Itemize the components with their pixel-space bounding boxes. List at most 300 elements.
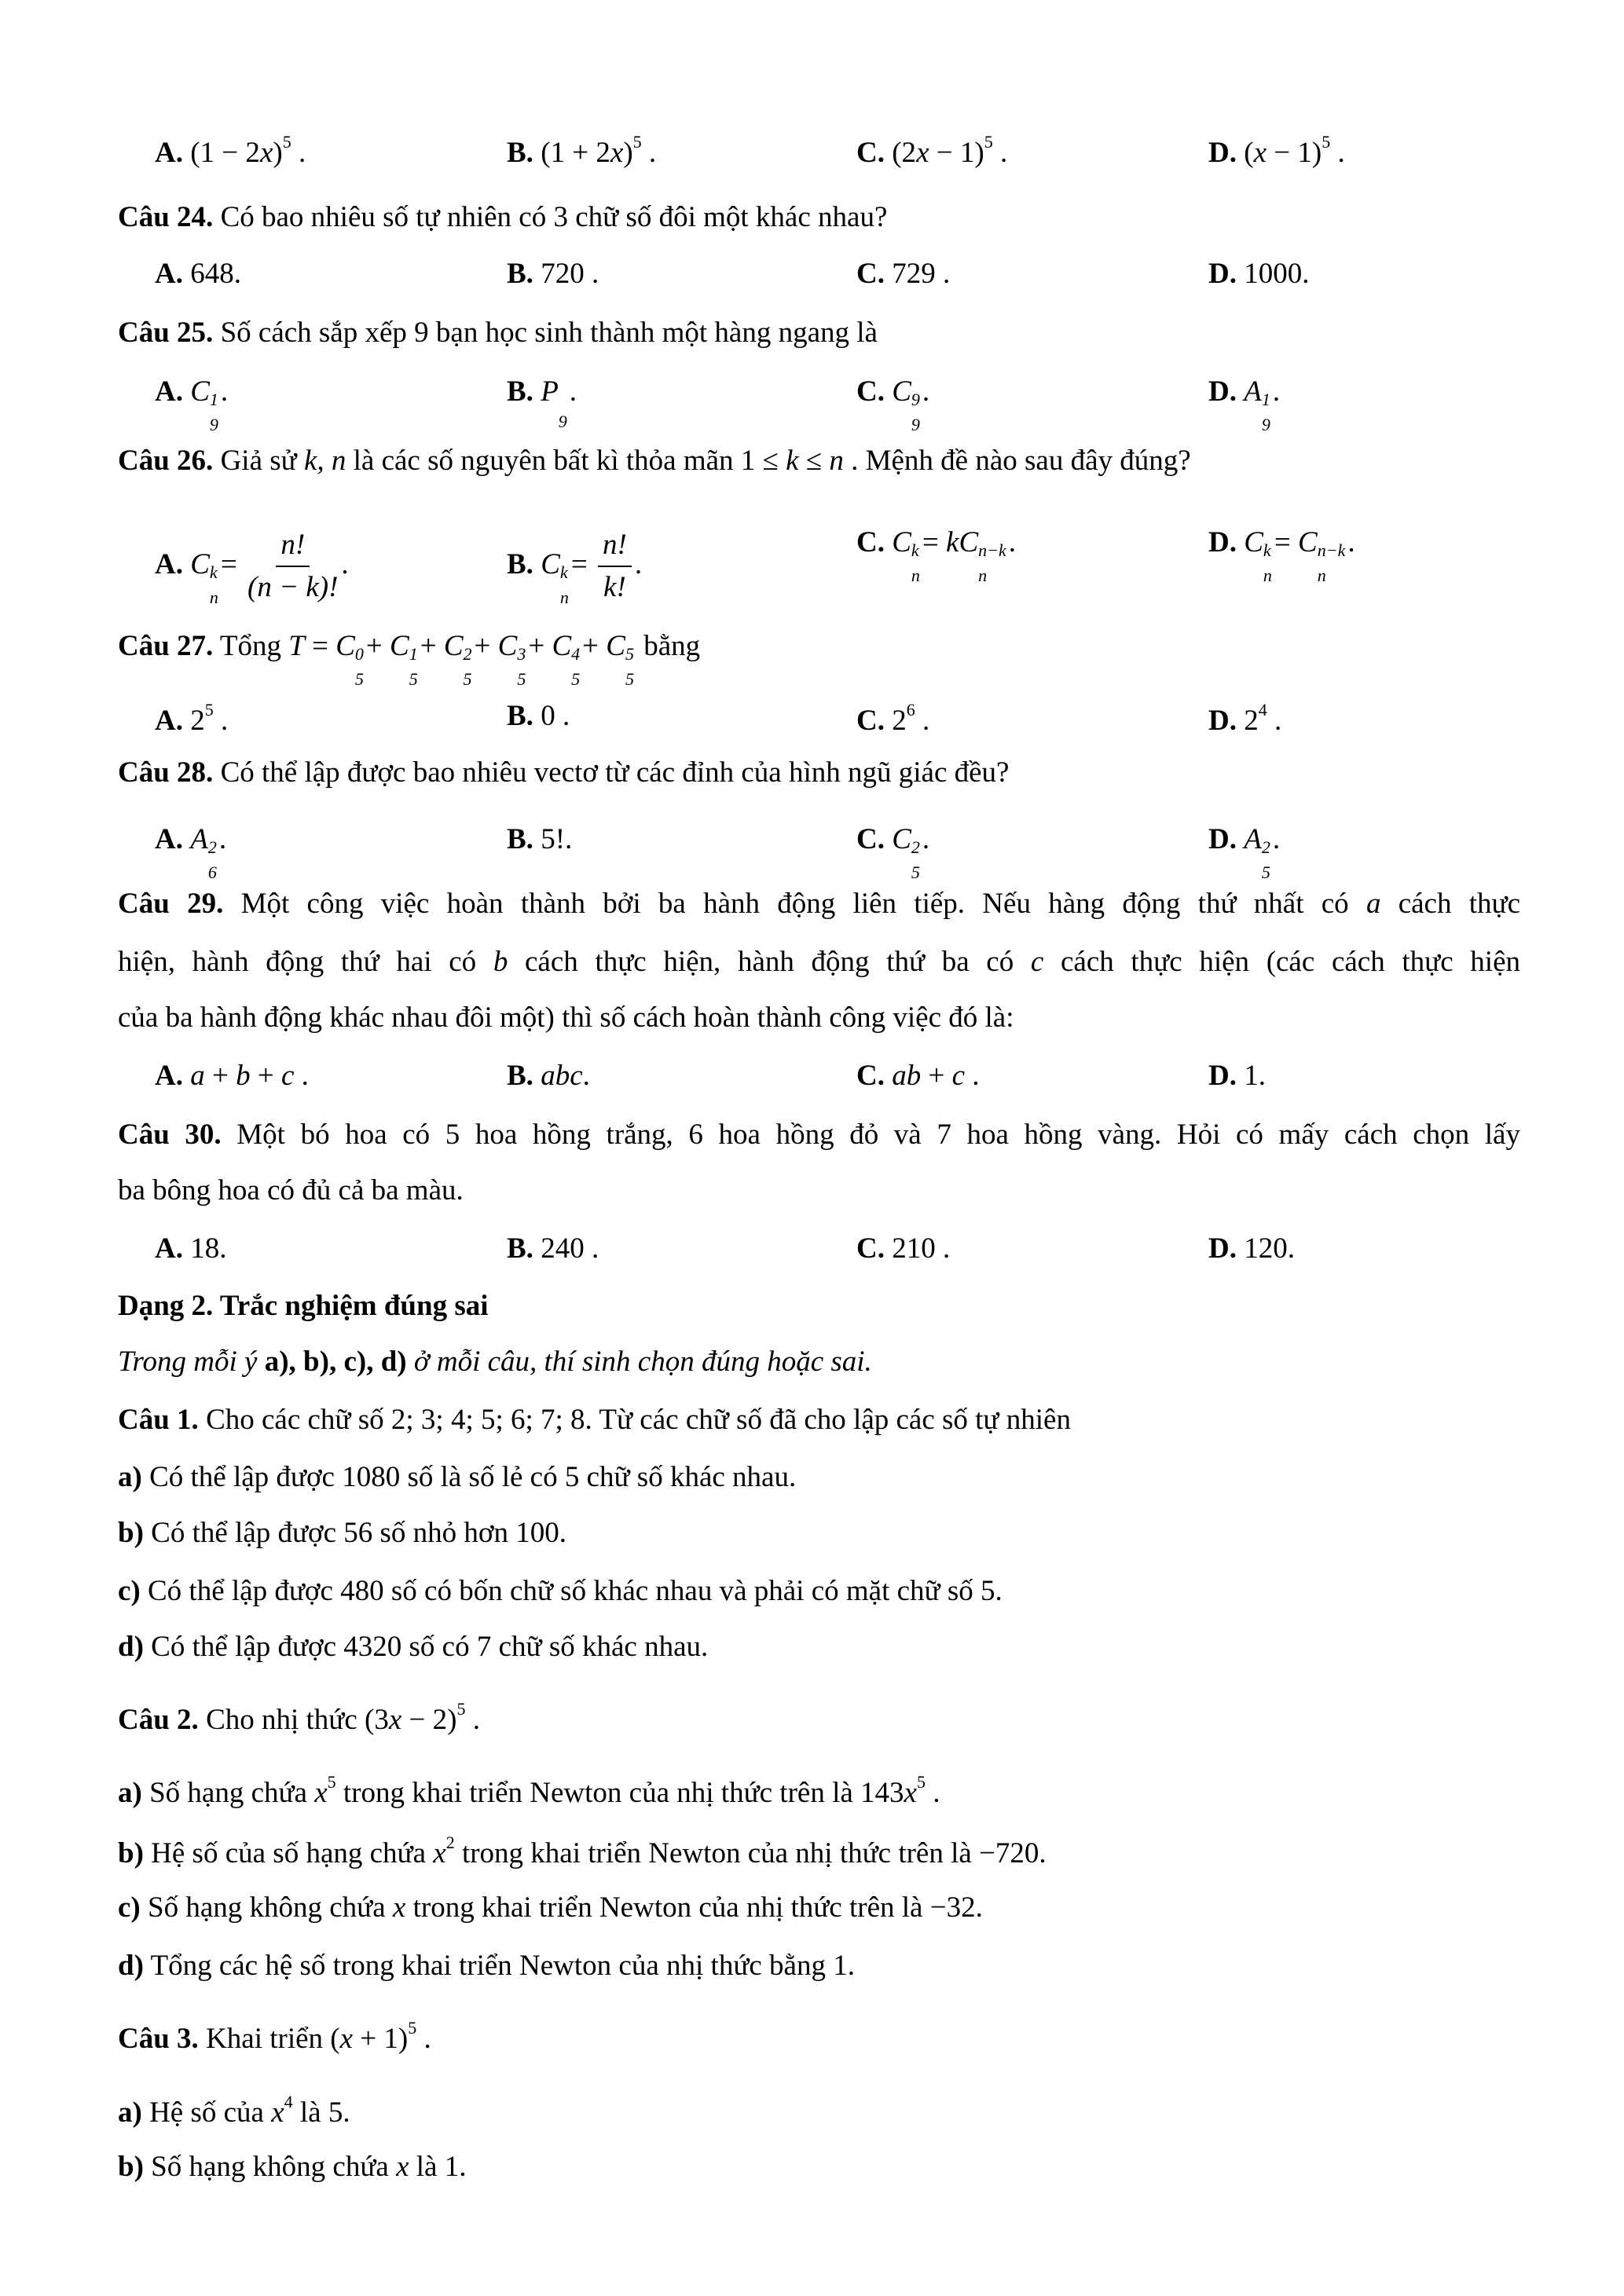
answer-option-D xyxy=(1208,259,1309,288)
sup-sub-index xyxy=(911,390,920,434)
text: . xyxy=(1272,375,1281,408)
text: Số hạng không chứa xyxy=(140,1891,393,1924)
math-italic: b xyxy=(236,1060,251,1092)
text: . xyxy=(465,1704,480,1736)
math-italic: C xyxy=(1244,526,1263,558)
answer-option-B xyxy=(507,528,642,606)
bold-text: B. xyxy=(507,1060,533,1092)
subscript: n xyxy=(978,566,988,585)
text-line xyxy=(118,203,887,232)
bold-text: C. xyxy=(856,258,885,290)
text: . xyxy=(634,547,643,580)
bold-text: a) xyxy=(118,1461,142,1493)
math-italic: C xyxy=(892,823,911,855)
bold-text: a) xyxy=(118,1777,142,1809)
sup-sub-index xyxy=(1263,540,1272,585)
subscript: 6 xyxy=(207,862,217,882)
text-line xyxy=(118,1518,566,1547)
answer-option-D xyxy=(1208,1061,1266,1090)
superscript: 5 xyxy=(984,132,993,152)
math-italic: A xyxy=(1244,823,1262,855)
math-italic: k xyxy=(786,445,799,477)
bold-text: C. xyxy=(856,1232,885,1265)
superscript: 3 xyxy=(517,644,526,664)
text: ( xyxy=(1236,137,1254,169)
text: Có thể lập được 480 số có bốn chữ số khác nhau và phải có mặt chữ số 5. xyxy=(140,1575,1003,1607)
text-line xyxy=(118,630,701,689)
bold-text: A. xyxy=(155,375,183,408)
superscript: 2 xyxy=(445,1833,455,1852)
text: . xyxy=(965,1060,980,1092)
answer-option-B xyxy=(507,375,577,431)
math-italic: n xyxy=(829,445,844,477)
text xyxy=(183,1060,190,1092)
text-line xyxy=(118,1701,480,1734)
text: + xyxy=(420,630,444,662)
sup-sub-index xyxy=(625,644,634,689)
text: = xyxy=(922,526,947,558)
bold-text: D. xyxy=(1208,526,1237,558)
text: Khai triển ( xyxy=(198,2023,340,2055)
subscript: 5 xyxy=(911,862,920,882)
math-italic: x xyxy=(916,137,929,169)
text-line xyxy=(118,1951,855,1980)
text xyxy=(183,375,190,408)
bold-text: b) xyxy=(118,1837,144,1869)
math-italic: C xyxy=(190,547,210,580)
superscript: 5 xyxy=(1322,132,1331,152)
answer-option-A xyxy=(155,375,229,434)
bold-text: D. xyxy=(1208,1060,1237,1092)
numerator: n! xyxy=(276,528,310,567)
text: . xyxy=(294,1060,309,1092)
answer-option-A xyxy=(155,528,349,606)
text: Tổng các hệ số trong khai triển Newton của nhị thức bằng 1. xyxy=(143,1950,855,1982)
superscript: 5 xyxy=(282,132,291,152)
superscript: 1 xyxy=(1261,390,1270,409)
text: + xyxy=(250,1060,281,1092)
subscript: 9 xyxy=(558,412,567,431)
superscript: 6 xyxy=(906,700,915,720)
math-italic: C xyxy=(552,630,572,662)
text: là 5. xyxy=(292,2096,350,2129)
text: . xyxy=(569,375,577,408)
denominator: (n − k)! xyxy=(247,571,339,604)
numerator: n! xyxy=(598,528,632,567)
answer-option-C xyxy=(856,375,930,434)
subscript: n xyxy=(209,587,218,607)
bold-text: Dạng 2. Trắc nghiệm đúng sai xyxy=(118,1290,489,1322)
math-italic: ab xyxy=(892,1060,922,1092)
superscript: 5 xyxy=(456,1699,466,1719)
math-italic: k, n xyxy=(303,445,346,477)
bold-text: B. xyxy=(507,258,533,290)
text: 18. xyxy=(182,1232,227,1265)
text: bằng xyxy=(636,630,701,662)
math-italic: x xyxy=(396,2151,409,2183)
sup-sub-index xyxy=(207,837,217,882)
math-italic: x xyxy=(339,2023,354,2055)
sup-sub-index xyxy=(911,837,920,882)
text: 2 xyxy=(182,705,205,737)
text: = xyxy=(570,547,595,580)
text: Cho nhị thức (3 xyxy=(198,1704,389,1736)
text-line xyxy=(118,889,1520,918)
answer-option-C xyxy=(856,1234,950,1263)
text: Hệ số của số hạng chứa xyxy=(143,1837,434,1869)
text-line xyxy=(118,1347,872,1376)
math-italic: c xyxy=(280,1060,295,1092)
math-italic: C xyxy=(541,547,560,580)
math-italic: A xyxy=(190,823,208,855)
text xyxy=(533,548,541,580)
math-italic: C xyxy=(335,630,355,662)
answer-option-A xyxy=(155,259,241,288)
math-italic: x xyxy=(433,1837,446,1869)
math-italic: x xyxy=(259,137,273,169)
math-italic: P xyxy=(541,375,559,408)
text: . xyxy=(925,1777,940,1809)
subscript: n xyxy=(1317,566,1326,585)
subscript: n xyxy=(559,587,569,607)
sup-sub-index xyxy=(209,390,218,434)
italic-text: Trong mỗi ý xyxy=(118,1346,265,1378)
bold-text: A. xyxy=(155,705,183,737)
sup-sub-index xyxy=(1317,540,1346,585)
text: . xyxy=(1272,823,1281,855)
text xyxy=(183,823,190,855)
bold-text: C. xyxy=(856,1060,885,1092)
bold-text: D. xyxy=(1208,705,1237,737)
bold-text: C. xyxy=(856,137,885,169)
text: cách thực xyxy=(1380,888,1520,920)
text-line xyxy=(118,758,1009,787)
superscript: k xyxy=(1263,540,1271,560)
text: là các số nguyên bất kì thỏa mãn 1 ≤ xyxy=(346,445,786,477)
sup-sub-index xyxy=(558,410,567,431)
text: (2 xyxy=(884,137,917,169)
text: 729 . xyxy=(884,258,951,290)
answer-option-D xyxy=(1208,134,1345,167)
answer-option-A xyxy=(155,1234,226,1263)
text: hiện, hành động thứ hai có xyxy=(118,946,493,978)
superscript: n−k xyxy=(1317,540,1346,560)
text: 120. xyxy=(1236,1232,1295,1265)
text: . xyxy=(341,547,349,580)
bold-text: B. xyxy=(507,137,533,169)
superscript: k xyxy=(209,562,218,582)
bold-text: Câu 1. xyxy=(118,1404,199,1436)
text xyxy=(1237,526,1244,558)
bold-text: c) xyxy=(118,1575,141,1607)
answer-option-B xyxy=(507,1061,590,1090)
bold-text: B. xyxy=(507,1232,533,1265)
superscript: 4 xyxy=(571,644,581,664)
answer-option-B xyxy=(507,701,570,731)
math-italic: C xyxy=(892,375,911,408)
answer-option-C xyxy=(856,701,929,735)
math-italic: C xyxy=(497,630,518,662)
superscript: 5 xyxy=(625,644,634,664)
text: + xyxy=(365,630,390,662)
superscript: 5 xyxy=(204,700,214,720)
answer-option-D xyxy=(1208,701,1281,735)
text: Có thể lập được bao nhiêu vectơ từ các đỉnh của hình ngũ giác đều? xyxy=(213,756,1010,789)
bold-text: A. xyxy=(155,823,183,855)
text: . xyxy=(416,2023,431,2055)
text: . xyxy=(922,823,930,855)
bold-text: A. xyxy=(155,137,183,169)
bold-text: Câu 30. xyxy=(118,1119,222,1151)
text: (1 + 2 xyxy=(533,137,610,169)
math-italic: x xyxy=(314,1777,328,1809)
bold-text: C. xyxy=(856,375,885,408)
math-italic: x xyxy=(610,137,624,169)
text: là 1. xyxy=(409,2151,467,2183)
bold-text: A. xyxy=(155,1232,183,1265)
text: trong khai triển Newton của nhị thức trên là 143 xyxy=(335,1777,904,1809)
math-italic: x xyxy=(904,1777,917,1809)
bold-text: Câu 2. xyxy=(118,1704,199,1736)
text xyxy=(885,1060,892,1092)
superscript: 5 xyxy=(916,1772,926,1792)
sup-sub-index xyxy=(571,644,581,689)
superscript: 2 xyxy=(1261,837,1270,857)
bold-text: D. xyxy=(1208,258,1237,290)
math-italic: a xyxy=(1366,888,1381,920)
math-italic: x xyxy=(392,1891,406,1924)
subscript: n xyxy=(1263,566,1272,585)
bold-text: D. xyxy=(1208,137,1237,169)
text: + 1) xyxy=(353,2023,409,2055)
bold-text: D. xyxy=(1208,375,1237,408)
text: . xyxy=(915,705,930,737)
answer-option-D xyxy=(1208,375,1281,434)
text: 210 . xyxy=(884,1232,951,1265)
text: trong khai triển Newton của nhị thức trên là −720. xyxy=(454,1837,1047,1869)
sup-sub-index xyxy=(463,644,472,689)
math-italic: c xyxy=(1030,946,1044,978)
bold-text: D. xyxy=(1208,823,1237,855)
bold-text: Câu 24. xyxy=(118,201,214,233)
text-line xyxy=(118,1834,1047,1868)
text-line xyxy=(118,2093,350,2127)
bold-text: B. xyxy=(507,700,533,732)
bold-text: C. xyxy=(856,705,885,737)
text: + xyxy=(474,630,498,662)
text: . xyxy=(1008,526,1017,558)
text-line xyxy=(118,1003,1014,1032)
math-italic: C xyxy=(443,630,464,662)
text: Số hạng không chứa xyxy=(143,2151,397,2183)
math-italic: C xyxy=(190,375,210,408)
bold-text: B. xyxy=(507,823,533,855)
answer-option-C xyxy=(856,259,950,288)
text: − 2) xyxy=(401,1704,457,1736)
text-line xyxy=(118,1576,1003,1606)
text xyxy=(885,375,892,408)
text: Hệ số của xyxy=(141,2096,272,2129)
answer-option-B xyxy=(507,259,599,288)
subscript: 9 xyxy=(1261,415,1270,434)
text: . xyxy=(922,375,930,408)
text: cách thực hiện (các cách thực hiện xyxy=(1043,946,1520,978)
text-line xyxy=(118,1463,796,1492)
text-line xyxy=(118,1893,983,1922)
bold-text: d) xyxy=(118,1631,144,1663)
bold-text: Câu 3. xyxy=(118,2023,199,2055)
superscript: 5 xyxy=(632,132,642,152)
text: . xyxy=(1267,705,1282,737)
superscript: k xyxy=(911,540,919,560)
text: = xyxy=(1274,526,1299,558)
text: . xyxy=(992,137,1008,169)
text: (1 − 2 xyxy=(182,137,260,169)
text: . xyxy=(582,1060,590,1092)
fraction xyxy=(247,528,338,606)
superscript: 2 xyxy=(463,644,472,664)
subscript: 5 xyxy=(354,669,364,689)
text: 240 . xyxy=(533,1232,599,1265)
superscript: 2 xyxy=(911,837,920,857)
math-italic: kC xyxy=(946,526,979,558)
text-line xyxy=(118,947,1520,976)
bold-text: A. xyxy=(155,1060,183,1092)
bold-text: Câu 25. xyxy=(118,317,214,349)
math-italic: C xyxy=(1298,526,1318,558)
italic-text: ở mỗi câu, thí sinh chọn đúng hoặc sai. xyxy=(406,1346,872,1378)
bold-text: Câu 28. xyxy=(118,756,214,789)
text: ≤ xyxy=(798,445,830,477)
answer-option-C xyxy=(856,1061,980,1090)
math-italic: a xyxy=(190,1060,205,1092)
text: + xyxy=(528,630,552,662)
text: = xyxy=(220,547,245,580)
text: + xyxy=(582,630,607,662)
text-line xyxy=(118,2152,466,2181)
superscript: 1 xyxy=(409,644,418,664)
math-italic: c xyxy=(951,1060,966,1092)
superscript: 9 xyxy=(911,390,920,409)
math-italic: x xyxy=(271,2096,284,2129)
text: . xyxy=(641,137,657,169)
text: 2 xyxy=(1236,705,1259,737)
sup-sub-index xyxy=(209,562,218,607)
text-line xyxy=(118,1291,489,1320)
denominator: k! xyxy=(603,571,626,604)
text: Có thể lập được 4320 số có 7 chữ số khác nhau. xyxy=(143,1631,709,1663)
subscript: n xyxy=(911,566,920,585)
sup-sub-index xyxy=(354,644,364,689)
text xyxy=(885,823,892,855)
text: . xyxy=(220,375,229,408)
text: . xyxy=(1330,137,1345,169)
text: của ba hành động khác nhau đôi một) thì số cách hoàn thành công việc đó là: xyxy=(118,1002,1014,1034)
bold-text: a) xyxy=(118,2096,142,2129)
text: Có thể lập được 56 số nhỏ hơn 100. xyxy=(143,1517,566,1549)
answer-option-B xyxy=(507,825,572,854)
text-line xyxy=(118,2020,431,2053)
subscript: 9 xyxy=(911,415,920,434)
text: 648. xyxy=(182,258,241,290)
text: Giả sử xyxy=(213,445,304,477)
bold-text: B. xyxy=(507,547,533,580)
text: cách thực hiện, hành động thứ ba có xyxy=(508,946,1031,978)
sup-sub-index xyxy=(559,562,569,607)
text: Cho các chữ số 2; 3; 4; 5; 6; 7; 8. Từ các chữ số đã cho lập các số tự nhiên xyxy=(198,1404,1071,1436)
sup-sub-index xyxy=(1261,837,1270,882)
sup-sub-index xyxy=(978,540,1006,585)
text xyxy=(1237,375,1244,408)
text: 0 . xyxy=(533,700,570,732)
bold-text: C. xyxy=(856,526,885,558)
subscript: 5 xyxy=(571,669,581,689)
answer-option-C xyxy=(856,823,930,882)
text: Có thể lập được 1080 số là số lẻ có 5 chữ số khác nhau. xyxy=(141,1461,797,1493)
sup-sub-index xyxy=(1261,390,1270,434)
sup-sub-index xyxy=(911,540,920,585)
bold-text: b) xyxy=(118,2151,144,2183)
math-italic: C xyxy=(390,630,409,662)
text: . Mệnh đề nào sau đây đúng? xyxy=(843,445,1191,477)
text-line xyxy=(118,1632,708,1661)
superscript: 5 xyxy=(408,2018,417,2038)
text: + xyxy=(204,1060,236,1092)
text: 2 xyxy=(884,705,907,737)
math-italic: abc xyxy=(541,1060,583,1092)
math-italic: T xyxy=(288,630,305,662)
subscript: 5 xyxy=(1261,862,1270,882)
bold-text: c) xyxy=(118,1891,141,1924)
text-line xyxy=(118,1405,1071,1434)
answer-option-A xyxy=(155,1061,309,1090)
subscript: 5 xyxy=(463,669,472,689)
text: ba bông hoa có đủ cả ba màu. xyxy=(118,1174,464,1207)
math-italic: C xyxy=(892,526,911,558)
text: Tổng xyxy=(213,630,289,662)
math-italic: x xyxy=(388,1704,402,1736)
answer-option-A xyxy=(155,134,306,167)
subscript: 5 xyxy=(517,669,526,689)
text: ) xyxy=(623,137,633,169)
sup-sub-index xyxy=(409,644,418,689)
text: 1000. xyxy=(1236,258,1310,290)
text: 720 . xyxy=(533,258,599,290)
superscript: k xyxy=(559,562,568,582)
bold-text: A. xyxy=(155,547,183,580)
text: = xyxy=(304,630,336,662)
text xyxy=(533,1060,541,1092)
text: . xyxy=(291,137,306,169)
bold-text: Câu 27. xyxy=(118,630,214,662)
bold-text: b) xyxy=(118,1517,144,1549)
answer-option-A xyxy=(155,823,227,882)
text-line xyxy=(118,1176,464,1205)
fraction xyxy=(598,528,632,606)
superscript: 4 xyxy=(1258,700,1267,720)
math-italic: x xyxy=(1253,137,1267,169)
text: 1. xyxy=(1236,1060,1266,1092)
math-italic: A xyxy=(1244,375,1262,408)
sup-sub-index xyxy=(517,644,526,689)
text xyxy=(533,375,541,408)
bold-text: d) xyxy=(118,1950,144,1982)
bold-text: B. xyxy=(507,375,533,408)
math-italic: C xyxy=(606,630,625,662)
answer-option-A xyxy=(155,701,228,735)
bold-text: A. xyxy=(155,258,183,290)
answer-option-C xyxy=(856,134,1007,167)
